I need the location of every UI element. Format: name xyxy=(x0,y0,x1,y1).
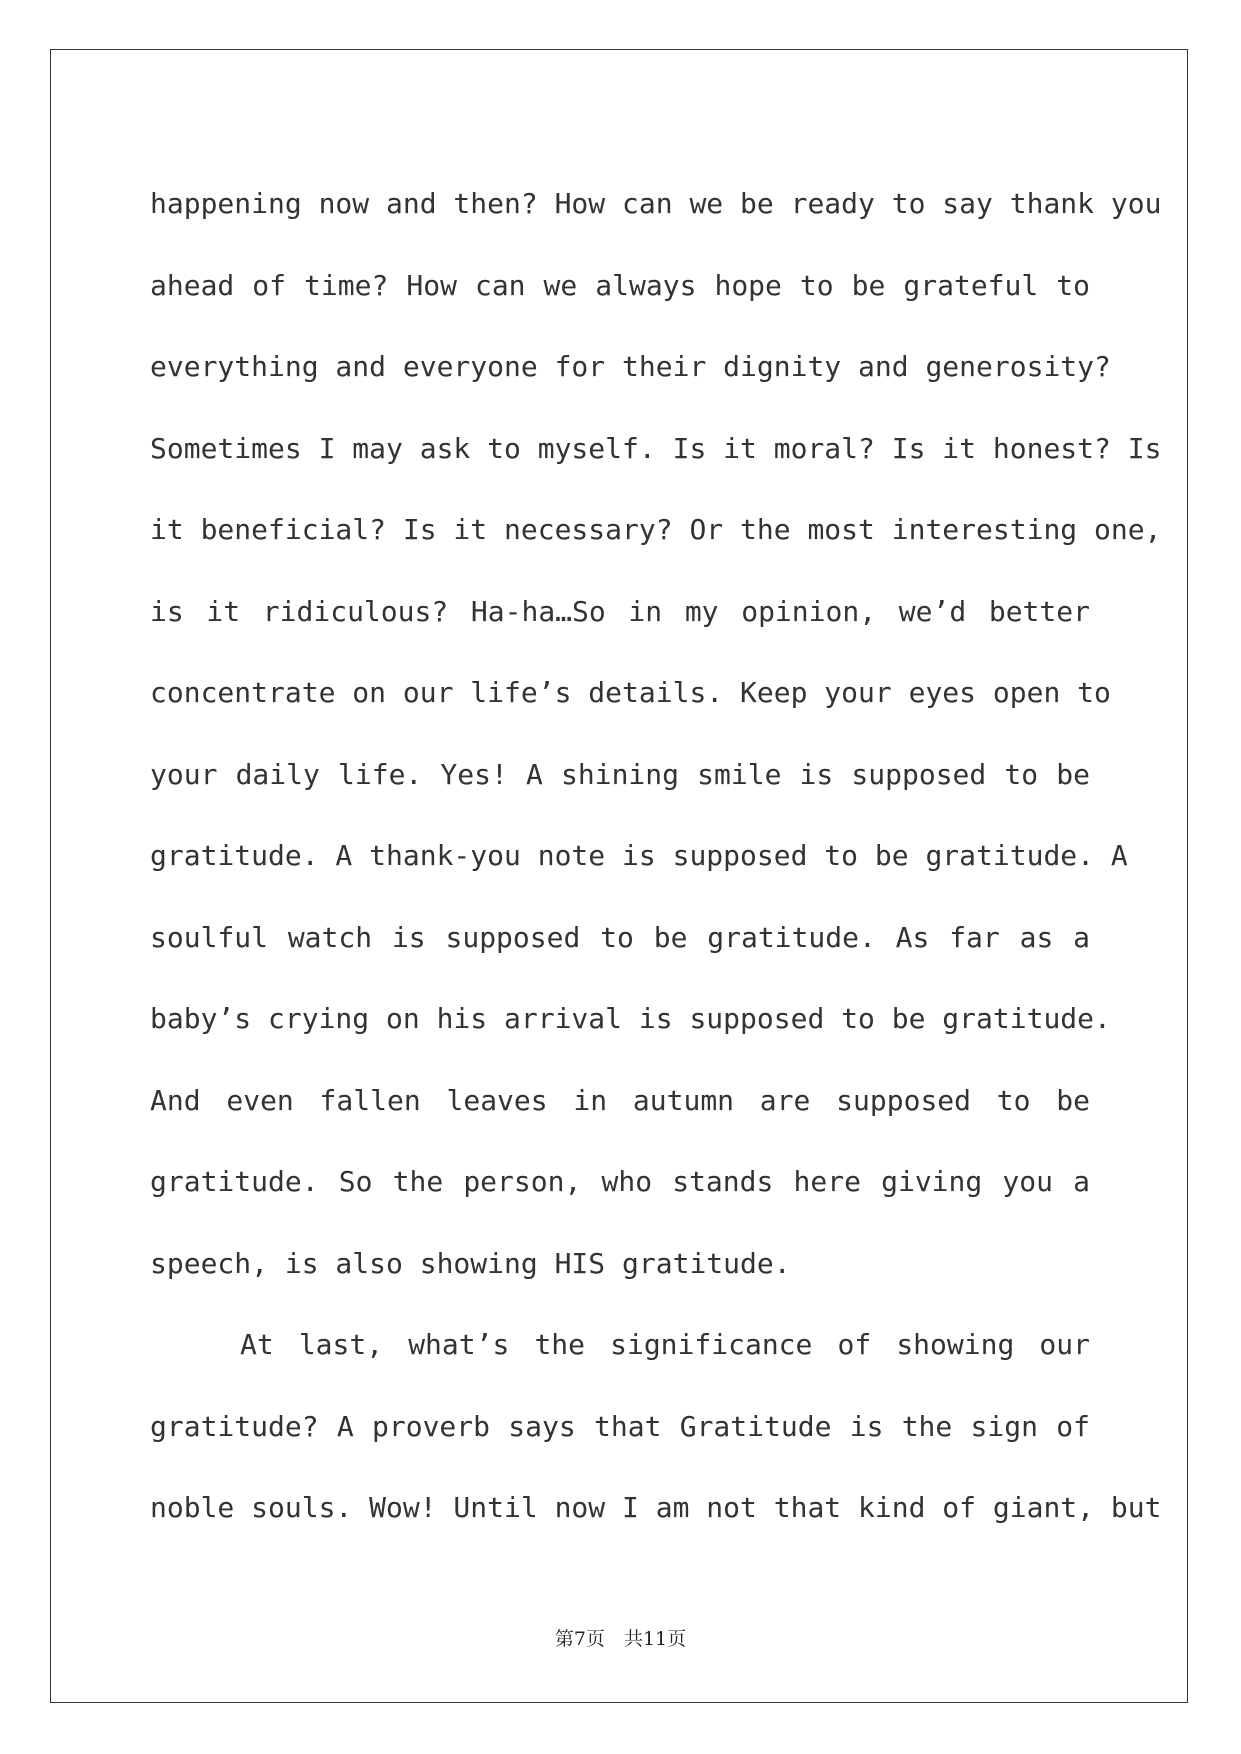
text-line: baby’s crying on his arrival is supposed to be gratitude. xyxy=(150,1002,1111,1035)
text-line: soulful watch is supposed to be gratitude. As far as a xyxy=(150,920,1090,954)
page-number-footer: 第7页 共11页 xyxy=(554,1628,687,1650)
text-line: Sometimes I may ask to myself. Is it moral? Is it honest? Is xyxy=(150,431,1162,465)
document-body xyxy=(150,163,1162,1549)
text-line: And even fallen leaves in autumn are supposed to be xyxy=(150,1083,1090,1117)
text-line: concentrate on our life’s details. Keep your eyes open to xyxy=(150,676,1111,709)
text-line: gratitude? A proverb says that Gratitude is the sign of xyxy=(150,1409,1090,1443)
paragraph-end-line: speech, is also showing HIS gratitude. xyxy=(150,1246,791,1280)
text-line: it beneficial? Is it necessary? Or the most interesting one, xyxy=(150,513,1162,546)
text-line: everything and everyone for their dignity and generosity? xyxy=(150,350,1111,383)
paragraph-start-line: At last, what’s the significance of showing our xyxy=(240,1328,1090,1361)
text-line: is it ridiculous? Ha-ha…So in my opinion, we’d better xyxy=(150,594,1090,628)
text-line: happening now and then? How can we be ready to say thank you xyxy=(150,187,1162,220)
text-line: gratitude. So the person, who stands here giving you a xyxy=(150,1165,1090,1198)
text-line: ahead of time? How can we always hope to be grateful to xyxy=(150,268,1090,302)
text-line: gratitude. A thank-you note is supposed to be gratitude. A xyxy=(150,839,1128,872)
text-line: your daily life. Yes! A shining smile is supposed to be xyxy=(150,757,1090,791)
text-line: noble souls. Wow! Until now I am not that kind of giant, but xyxy=(150,1491,1162,1524)
